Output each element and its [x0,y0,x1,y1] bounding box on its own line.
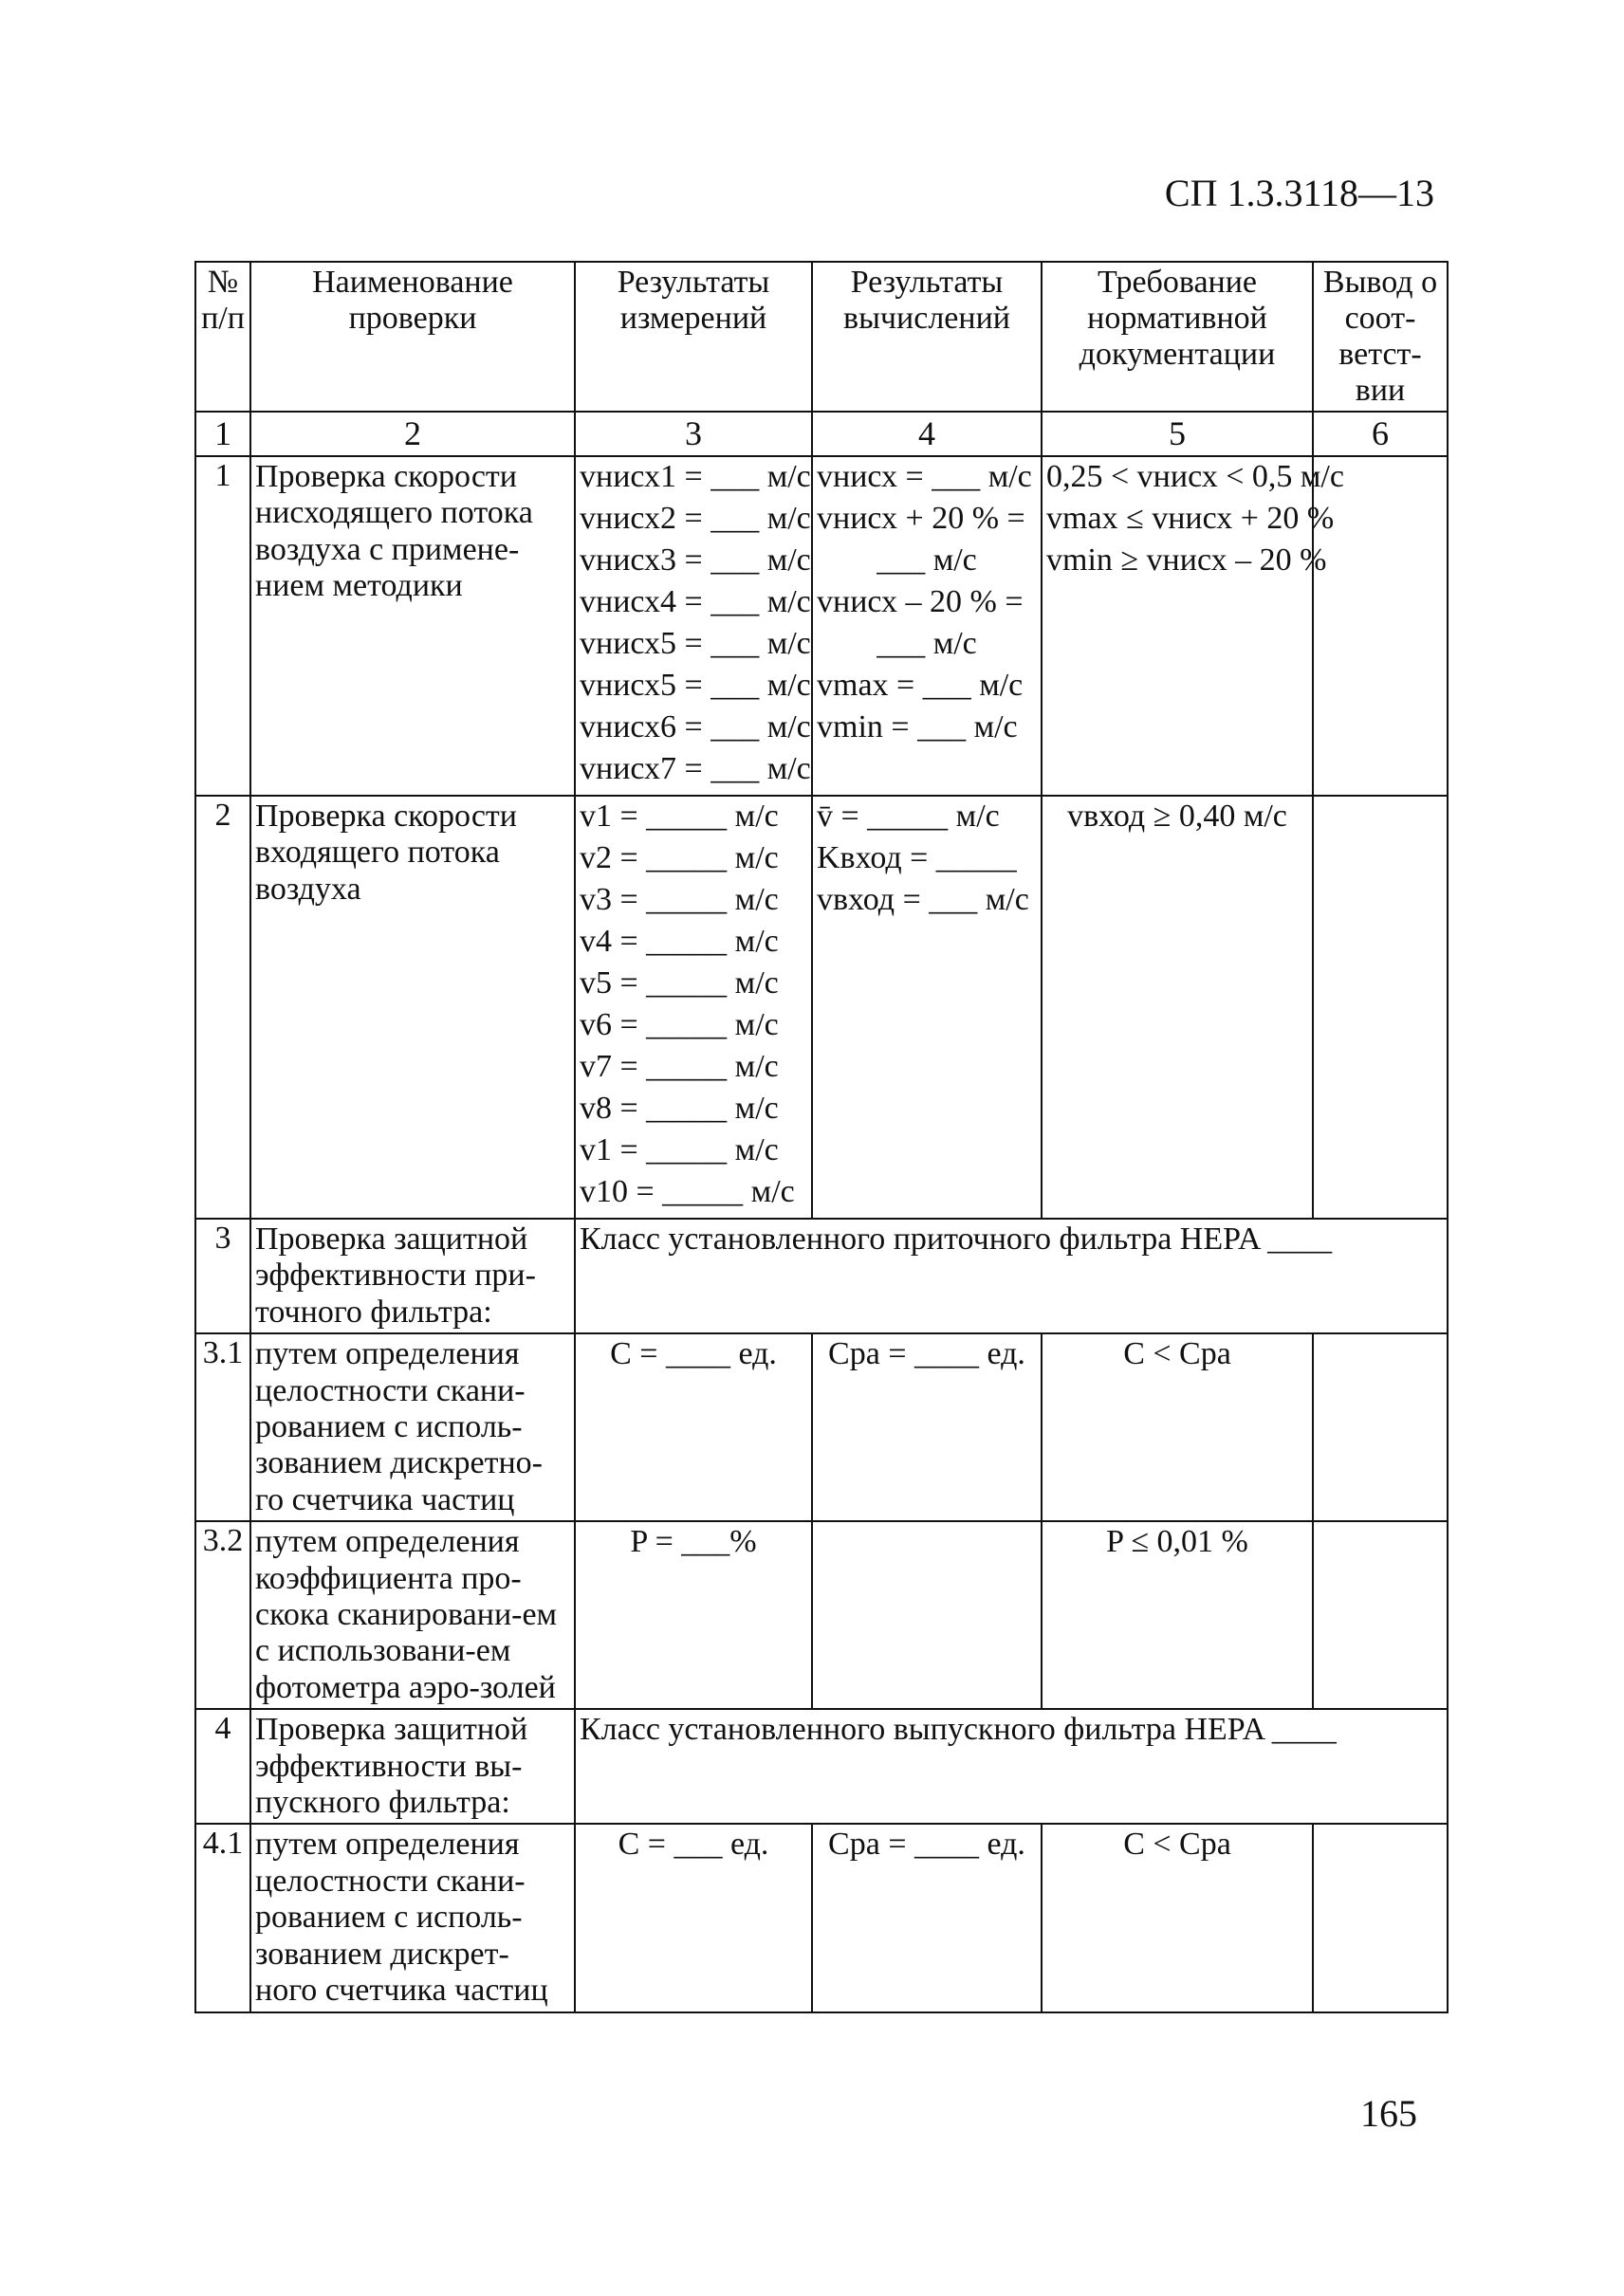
measurement-line: C = ___ ед. [575,1824,812,2011]
measurement-line: vнисх5 = ___ м/с [580,625,811,661]
header-conclusion: Вывод о соот-ветст-вии [1313,262,1448,412]
measurement-line: v8 = _____ м/с [580,1090,779,1126]
measurement-line: v1 = _____ м/с [580,798,779,834]
filter-class-cell[interactable]: Класс установленного приточного фильтра HEPA ____ [575,1219,1448,1333]
measurement-line: P = ___% [575,1521,812,1709]
row-number: 3.1 [195,1333,250,1521]
column-number: 5 [1042,412,1313,456]
measurement-line: v10 = _____ м/с [580,1173,795,1209]
calculation-line: vmin = ___ м/с [817,708,1018,744]
table-header-row [195,262,1448,412]
filter-class-cell[interactable]: Класс установленного выпускного фильтра HEPA ____ [575,1709,1448,1824]
calculation-line: Cpa = ____ ед. [812,1824,1042,2011]
table-row [195,1333,1448,1521]
row-number: 4.1 [195,1824,250,2011]
calculation-line: Kвход = _____ [817,839,1017,875]
column-number: 2 [250,412,575,456]
conclusion-cell[interactable] [1313,1521,1448,1709]
row-number: 1 [195,456,250,796]
measurement-line: v2 = _____ м/с [580,839,779,875]
conclusion-cell[interactable] [1313,1824,1448,2011]
check-name: Проверка защитной эффективности вы-пускного фильтра: [250,1709,575,1824]
header-number: № п/п [195,262,250,412]
measurement-line: vнисх7 = ___ м/с [580,750,811,786]
requirement-line: vmin ≥ vнисх – 20 % [1046,542,1327,578]
check-name: Проверка защитной эффективности при-точного фильтра: [250,1219,575,1333]
check-name: Проверка скорости входящего потока воздуха [250,796,575,1219]
calculation-line: ___ м/с [877,542,977,578]
inspection-table [194,261,1449,2013]
measurement-line: v3 = _____ м/с [580,881,779,917]
calculation-line: vвход = ___ м/с [817,881,1029,917]
header-calculations: Результаты вычислений [812,262,1042,412]
measurement-line: vнисх1 = ___ м/с [580,458,811,494]
column-number: 1 [195,412,250,456]
measurement-line: v5 = _____ м/с [580,964,779,1001]
row-number: 2 [195,796,250,1219]
requirement-line: C < Cpa [1042,1333,1313,1521]
measurement-line: v4 = _____ м/с [580,923,779,959]
measurement-line: v7 = _____ м/с [580,1048,779,1084]
measurement-line: vнисх3 = ___ м/с [580,542,811,578]
calculation-line: v̄ = _____ м/с [817,798,1000,834]
table-row [195,1709,1448,1824]
requirement-line: C < Cpa [1042,1824,1313,2011]
measurement-line: vнисх4 = ___ м/с [580,583,811,619]
requirement-line: vmax ≤ vнисх + 20 % [1046,500,1335,536]
column-number: 4 [812,412,1042,456]
header-check-name: Наименование проверки [250,262,575,412]
calculation-line: vнисх – 20 % = [817,583,1024,619]
check-name: путем определения целостности скани-рованием с исполь-зованием дискрет-ного счетчика частиц [250,1824,575,2011]
calculations-cell [812,1521,1042,1709]
conclusion-cell[interactable] [1313,796,1448,1219]
row-number: 4 [195,1709,250,1824]
measurement-line: v6 = _____ м/с [580,1006,779,1042]
requirements-cell [1042,796,1313,1219]
measurements-cell [575,456,812,796]
page-number: 165 [1360,2092,1417,2135]
calculation-line: ___ м/с [877,625,977,661]
calculation-line: vmax = ___ м/с [817,667,1024,703]
measurement-line: vнисх6 = ___ м/с [580,708,811,744]
row-number: 3 [195,1219,250,1333]
measurement-line: v1 = _____ м/с [580,1131,779,1167]
measurements-cell [575,796,812,1219]
column-numbers-row [195,412,1448,456]
requirement-line: 0,25 < vнисх < 0,5 м/с [1046,458,1344,494]
measurement-line: C = ____ ед. [575,1333,812,1521]
calculation-line: Cpa = ____ ед. [812,1333,1042,1521]
calculations-cell [812,456,1042,796]
requirements-cell [1042,456,1344,796]
header-requirements: Требование нормативной документации [1042,262,1313,412]
calculation-line: vнисх + 20 % = [817,500,1025,536]
check-name: Проверка скорости нисходящего потока воздуха с примене-нием методики [250,456,575,796]
table-row [195,456,1448,796]
table-row [195,1824,1448,2011]
header-measurements: Результаты измерений [575,262,812,412]
measurement-line: vнисх2 = ___ м/с [580,500,811,536]
calculations-cell [812,796,1042,1219]
table-row [195,796,1448,1219]
document-code: СП 1.3.3118—13 [1164,172,1434,214]
requirement-line: vвход ≥ 0,40 м/с [1067,798,1287,834]
check-name: путем определения коэффициента про-скока сканировани-ем с использовани-ем фотометра аэро-золей [250,1521,575,1709]
conclusion-cell[interactable] [1313,1333,1448,1521]
measurement-line: vнисх5 = ___ м/с [580,667,811,703]
column-number: 6 [1313,412,1448,456]
column-number: 3 [575,412,812,456]
check-name: путем определения целостности скани-рованием с исполь-зованием дискретно-го счетчика частиц [250,1333,575,1521]
requirement-line: P ≤ 0,01 % [1042,1521,1313,1709]
table-row [195,1521,1448,1709]
table-row [195,1219,1448,1333]
calculation-line: vнисх = ___ м/с [817,458,1032,494]
row-number: 3.2 [195,1521,250,1709]
